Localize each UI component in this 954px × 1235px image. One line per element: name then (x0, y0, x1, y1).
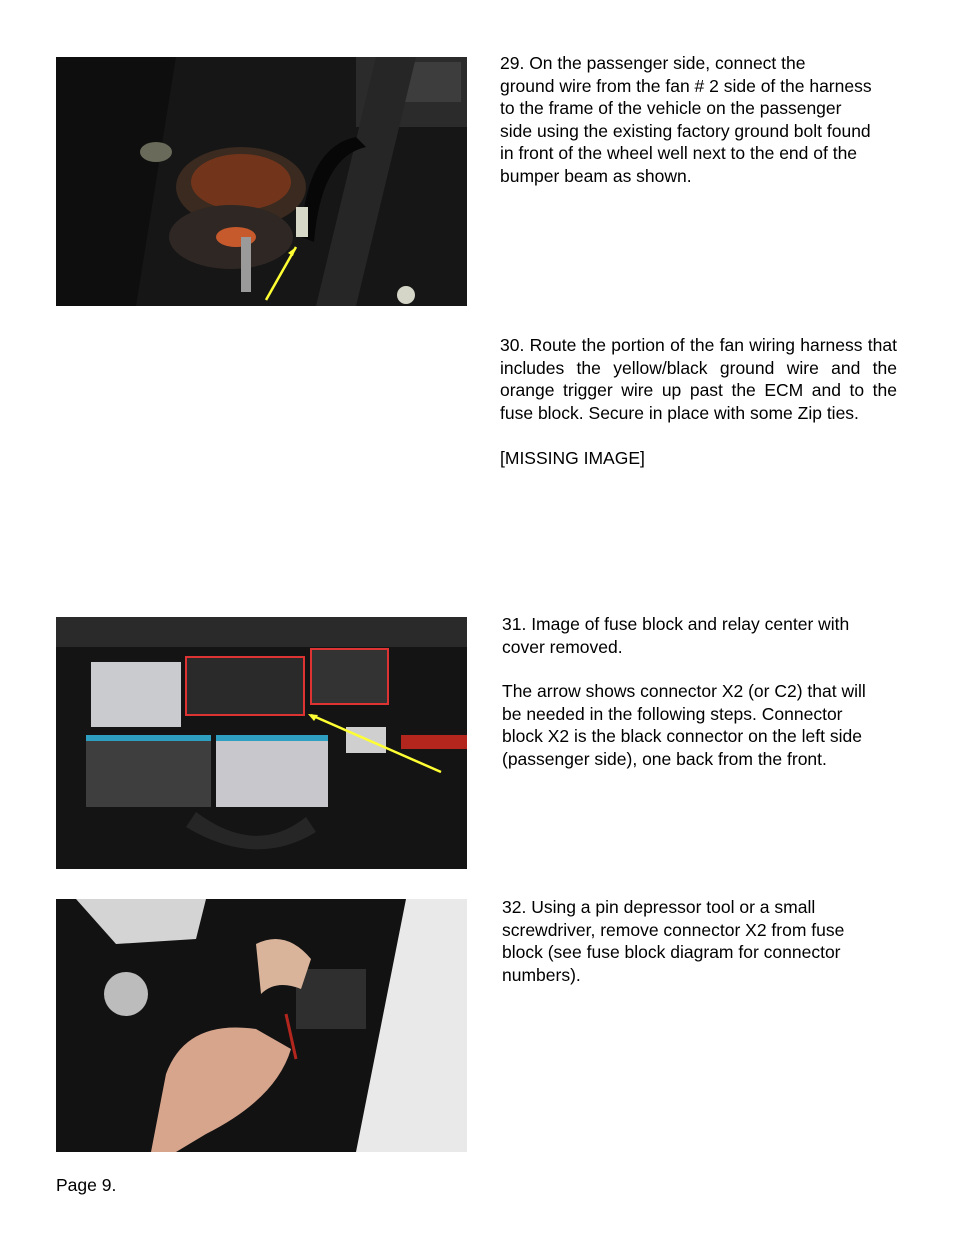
step-30-missing-image: [MISSING IMAGE] (500, 448, 645, 468)
photo-ground-bolt (56, 57, 467, 306)
photo-fuse-block (56, 617, 467, 869)
step-32-text: 32. Using a pin depressor tool or a small screwdriver, remove connector X2 from fuse block (see fuse block diagram for connector numbers). (502, 897, 845, 985)
step-31-text: 31. Image of fuse block and relay center with cover removed. (502, 614, 850, 657)
step-30-text: 30. Route the portion of the fan wiring harness that includes the yellow/black ground wire and the orange trigger wire up past the ECM and to the fuse block. Secure in place with some Zip ties. (500, 335, 897, 423)
step-29-text: 29. On the passenger side, connect the ground wire from the fan # 2 side of the harness to the frame of the vehicle on the passenger side using the existing factory ground bolt found in front of the wheel well next to the end of the bumper beam as shown. (500, 53, 872, 186)
page-number: Page 9. (56, 1175, 117, 1195)
photo-remove-connector (56, 899, 467, 1152)
step-31-note: The arrow shows connector X2 (or C2) that will be needed in the following steps. Connector block X2 is the black connector on the left side (passenger side), one back from the front. (502, 681, 866, 769)
